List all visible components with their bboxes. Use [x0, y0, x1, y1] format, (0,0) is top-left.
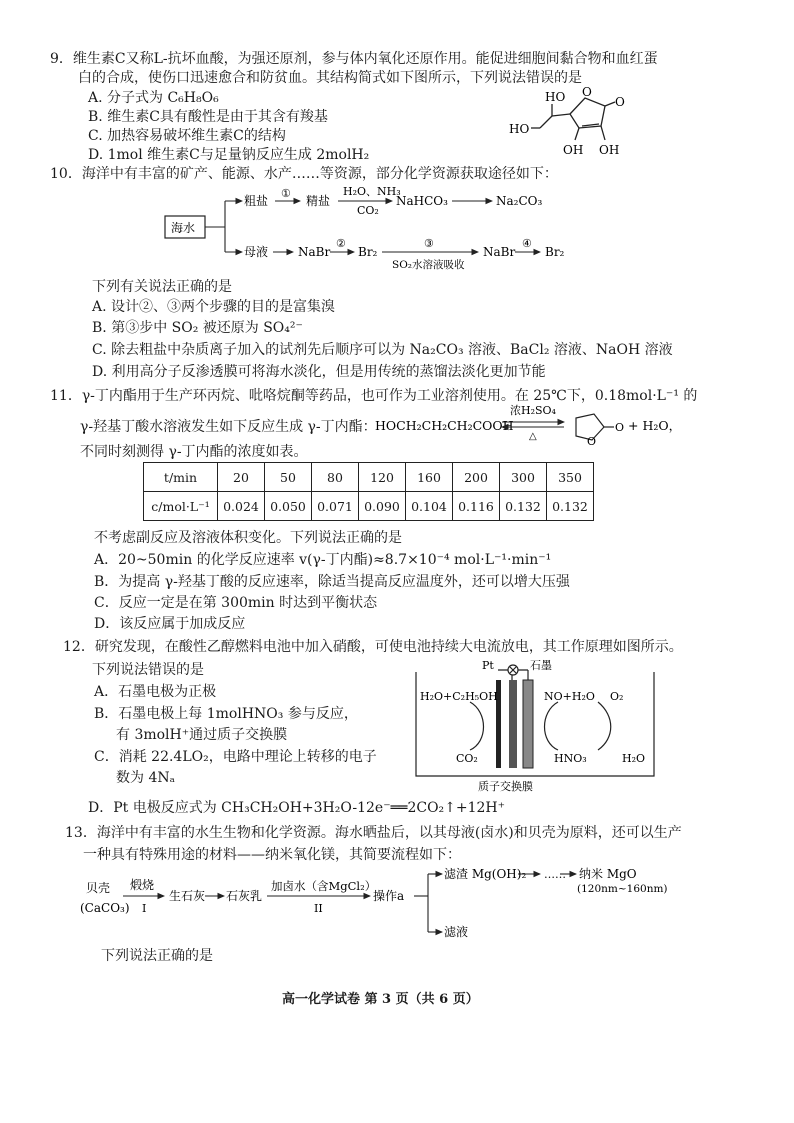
so2-absorb-label: SO₂水溶液吸收: [392, 259, 465, 270]
nabr-label-2: NaBr: [483, 245, 516, 259]
graphite-electrode: [523, 680, 533, 768]
q11-line1: 11．γ-丁内酯用于生产环丙烷、吡咯烷酮等药品，也可作为工业溶剂使用。在 25℃下，0.18mol·L⁻¹ 的: [50, 388, 698, 404]
no-water-label: NO+H₂O: [544, 690, 595, 703]
reagents-label: H₂O、NH₃: [343, 185, 401, 198]
q10-option-a: A. 设计②、③两个步骤的目的是富集溴: [92, 299, 336, 315]
q11-stem: 不考虑副反应及溶液体积变化。下列说法正确的是: [94, 530, 402, 546]
hno3-label: HNO₃: [554, 752, 587, 765]
co2-label: CO₂: [456, 752, 478, 765]
table-cell: 20: [218, 463, 265, 492]
crude-salt-label: 粗盐: [244, 194, 269, 208]
table-cell: 200: [453, 463, 500, 492]
step1-label: ①: [281, 187, 291, 200]
q9-line1: 9．维生素C又称L-抗坏血酸，为强还原剂，参与体内氧化还原作用。能促进细胞间黏合物和血红蛋: [50, 51, 658, 67]
q10-stem: 下列有关说法正确的是: [92, 279, 232, 295]
q12-option-b-line1: B．石墨电极上每 1molHNO₃ 参与反应，: [94, 706, 358, 722]
step-i-label: I: [142, 902, 147, 915]
graphite-label: 石墨: [530, 659, 552, 672]
q12-option-a: A．石墨电极为正极: [94, 684, 217, 700]
nano-mgo-flow-diagram: [74, 860, 714, 948]
q9-line2: 白的合成，使伤口迅速愈合和防贫血。其结构简式如下图所示，下列说法错误的是: [78, 70, 582, 86]
calcine-label: 煅烧: [130, 878, 155, 892]
fuel-cell-diagram: [410, 658, 660, 794]
table-cell: 0.071: [312, 492, 359, 521]
q9-option-a: A. 分子式为 C₆H₈O₆: [88, 90, 219, 106]
q13-line1: 13．海洋中有丰富的水生生物和化学资源。海水晒盐后，以其母液(卤水)和贝壳为原料，还可以生产: [65, 825, 682, 841]
q9-option-b: B. 维生素C具有酸性是由于其含有羧基: [88, 109, 328, 125]
table-cell: 0.116: [453, 492, 500, 521]
table-cell: 0.132: [547, 492, 594, 521]
table-header-time: t/min: [144, 463, 218, 492]
q10-option-d: D. 利用高分子反渗透膜可将海水淡化，但是用传统的蒸馏法淡化更加节能: [92, 364, 546, 380]
nabr-label-1: NaBr: [298, 245, 331, 259]
table-row-time: [144, 463, 594, 492]
operation-a-label: 操作a: [373, 889, 405, 903]
shell-label: 贝壳: [86, 881, 111, 895]
q11-option-b: B．为提高 γ-羟基丁酸的反应速率，除适当提高反应温度外，还可以增大压强: [94, 574, 570, 590]
slaked-lime-label: 石灰乳: [226, 889, 263, 903]
q9-option-d: D. 1mol 维生素C与足量钠反应生成 2molH₂: [88, 147, 370, 163]
q11-line2: γ-羟基丁酸水溶液发生如下反应生成 γ-丁内酯：: [80, 419, 377, 435]
residue-label: 滤渣 Mg(OH)₂: [444, 867, 527, 881]
pt-label: Pt: [482, 659, 494, 672]
hydroxyl-label-2: HO: [509, 122, 530, 136]
q10-line1: 10．海洋中有丰富的矿产、能源、水产……等资源，部分化学资源获取途径如下：: [50, 166, 558, 182]
table-cell: 0.104: [406, 492, 453, 521]
table-cell: 160: [406, 463, 453, 492]
q13-stem: 下列说法正确的是: [101, 948, 213, 964]
table-cell: 0.050: [265, 492, 312, 521]
hydroxyl-label-3: OH: [563, 143, 584, 157]
concentration-table: [143, 462, 594, 521]
q11-option-d: D．该反应属于加成反应: [94, 616, 246, 632]
q12-option-b-line2: 有 3molH⁺通过质子交换膜: [116, 727, 288, 743]
refined-salt-label: 精盐: [306, 194, 331, 208]
q12-option-d: D．Pt 电极反应式为 CH₃CH₂OH+3H₂O-12e⁻══2CO₂↑+12H⁺: [88, 800, 506, 816]
step2-label: ②: [336, 237, 346, 250]
q10-option-b: B. 第③步中 SO₂ 被还原为 SO₄²⁻: [92, 320, 303, 336]
co2-reagent-label: CO₂: [357, 204, 379, 217]
br2-label-1: Br₂: [358, 245, 378, 259]
na2co3-label: Na₂CO₃: [496, 194, 543, 208]
ketone-oxygen-label: O: [615, 95, 625, 109]
water-product: + H₂O，: [628, 418, 682, 433]
table-row-concentration: [144, 492, 594, 521]
mother-liquor-label: 母液: [244, 245, 269, 259]
table-cell: 120: [359, 463, 406, 492]
q11-line3: 不同时刻测得 γ-丁内酯的浓度如表。: [80, 444, 308, 460]
table-cell: 80: [312, 463, 359, 492]
proton-membrane: [509, 680, 517, 768]
table-cell: 300: [500, 463, 547, 492]
ethanol-water-label: H₂O+C₂H₅OH: [420, 690, 498, 703]
table-cell: 350: [547, 463, 594, 492]
br2-label-2: Br₂: [545, 245, 565, 259]
q12-option-c-line1: C．消耗 22.4LO₂，电路中理论上转移的电子: [94, 749, 377, 765]
nahco3-label: NaHCO₃: [396, 194, 448, 208]
vitamin-c-structure: [495, 84, 645, 164]
q11-option-c: C．反应一定是在第 300min 时达到平衡状态: [94, 595, 378, 611]
table-header-concentration: c/mol·L⁻¹: [144, 492, 218, 521]
hydroxyl-label-4: OH: [599, 143, 620, 157]
add-brine-label: 加卤水（含MgCl₂）: [271, 879, 377, 893]
reactant-formula: HOCH₂CH₂CH₂COOH: [375, 418, 514, 433]
catalyst-label: 浓H₂SO₄: [510, 404, 556, 417]
ellipsis-label: ……: [544, 868, 566, 881]
oxygen-label: O₂: [610, 690, 624, 703]
lactone-reaction-equation: [372, 400, 694, 446]
table-cell: 50: [265, 463, 312, 492]
hydroxyl-label-1: HO: [545, 90, 566, 104]
ring-oxygen-label: O: [582, 85, 592, 99]
ring-oxygen: O: [587, 435, 597, 446]
membrane-label: 质子交换膜: [478, 780, 533, 793]
step4-label: ④: [522, 237, 532, 250]
quicklime-label: 生石灰: [169, 889, 206, 903]
table-cell: 0.132: [500, 492, 547, 521]
carbonyl-oxygen: O: [615, 421, 625, 434]
q10-option-c: C. 除去粗盐中杂质离子加入的试剂先后顺序可以为 Na₂CO₃ 溶液、BaCl₂ 溶液、NaOH 溶液: [92, 342, 673, 358]
filtrate-label: 滤液: [444, 925, 469, 939]
table-cell: 0.090: [359, 492, 406, 521]
table-cell: 0.024: [218, 492, 265, 521]
seawater-label: 海水: [171, 221, 196, 235]
shell-formula-label: (CaCO₃): [80, 901, 130, 915]
step3-label: ③: [424, 237, 434, 250]
q11-option-a: A．20~50min 的化学反应速率 v(γ-丁内酯)≈8.7×10⁻⁴ mol·L⁻¹·min⁻¹: [94, 552, 552, 568]
seawater-flow-diagram: [160, 182, 600, 270]
q12-line1: 12．研究发现，在酸性乙醇燃料电池中加入硝酸，可使电池持续大电流放电，其工作原理如图所示。: [63, 639, 683, 655]
particle-size-label: (120nm~160nm): [577, 883, 668, 895]
step-ii-label: II: [314, 902, 323, 915]
q12-stem: 下列说法错误的是: [92, 662, 204, 678]
q13-line2: 一种具有特殊用途的材料——纳米氧化镁，其简要流程如下：: [83, 847, 461, 863]
page-footer: 高一化学试卷 第 3 页（共 6 页）: [282, 992, 479, 1007]
q9-option-c: C. 加热容易破坏维生素C的结构: [88, 128, 286, 144]
nano-mgo-label: 纳米 MgO: [579, 867, 637, 881]
q12-option-c-line2: 数为 4Nₐ: [116, 770, 176, 786]
heat-symbol: △: [529, 431, 537, 442]
water-label: H₂O: [622, 752, 646, 765]
